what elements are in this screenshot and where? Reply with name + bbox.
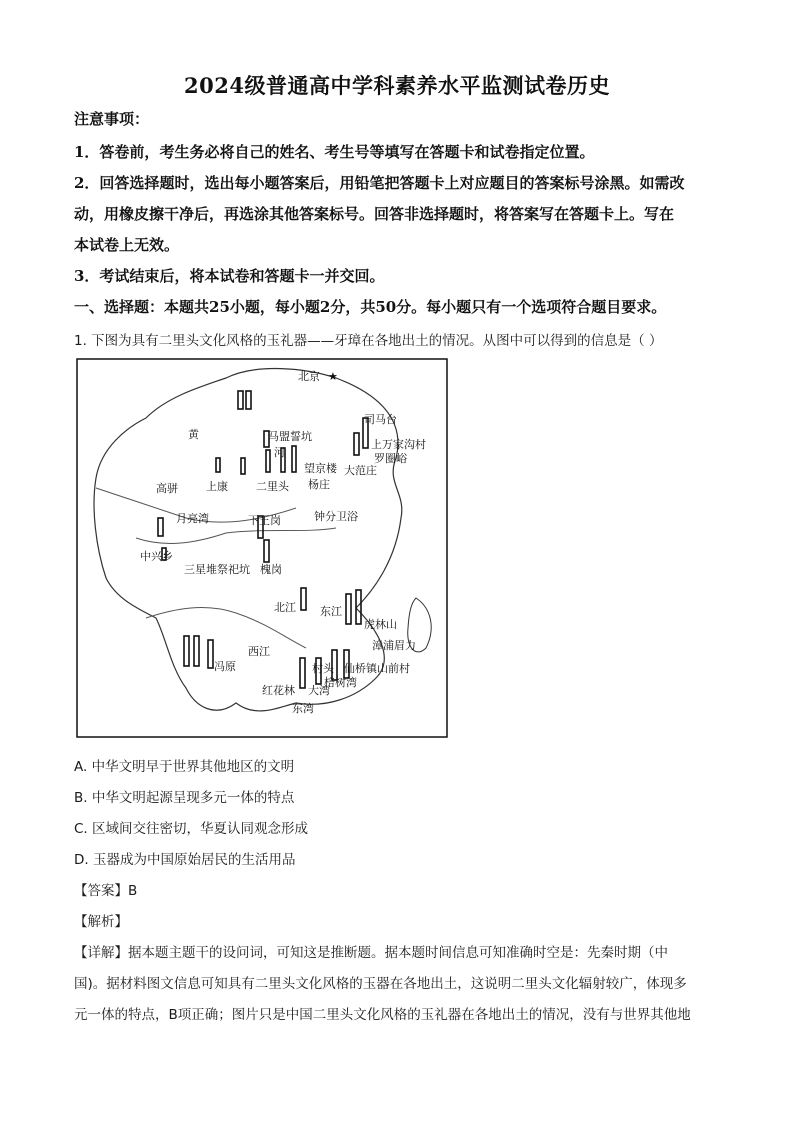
map-label: 下王岗 <box>248 514 281 527</box>
notice-item-3: 3．考试结束后，将本试卷和答题卡一并交回。 <box>74 267 385 285</box>
map-label: 东湾 <box>292 702 314 715</box>
question-1-stem: 1. 下图为具有二里头文化风格的玉礼器——牙璋在各地出土的情况。从图中可以得到的信息是（ ） <box>74 333 663 349</box>
map-label: 红花林 <box>262 684 295 697</box>
notice-item-2-line-1: 2．回答选择题时，选出每小题答案后，用铅笔把答题卡上对应题目的答案标号涂黑。如需改 <box>74 174 685 192</box>
map-label: 棓树湾 <box>324 676 357 689</box>
map-label: 西江 <box>248 645 270 658</box>
map-label: 罗圈峪 <box>374 452 407 465</box>
option-a: A. 中华文明早于世界其他地区的文明 <box>74 759 295 775</box>
map-label: 河 <box>274 446 285 459</box>
answer-label: 【答案】B <box>74 883 138 899</box>
notice-heading: 注意事项： <box>74 110 150 128</box>
option-d: D. 玉器成为中国原始居民的生活用品 <box>74 852 296 868</box>
map-label: 大范庄 <box>344 464 377 477</box>
map-label: 东江 <box>320 605 342 618</box>
map-label: 月亮湾 <box>176 512 209 525</box>
detail-line-3: 元一体的特点，B项正确；图片只是中国二里头文化风格的玉礼器在各地出土的情况，没有与世界其他地 <box>74 1007 691 1023</box>
detail-line-2: 国)。据材料图文信息可知具有二里头文化风格的玉器在各地出土，这说明二里头文化辐射较广，体现多 <box>74 976 687 992</box>
notice-item-1: 1．答卷前，考生务必将自己的姓名、考生号等填写在答题卡和试卷指定位置。 <box>74 143 595 161</box>
map-label: 北京 <box>298 370 320 383</box>
map-label: 漳浦眉力 <box>372 639 416 652</box>
map-label: 望京楼 <box>304 462 337 475</box>
detail-line-1: 【详解】据本题主题干的设问词，可知这是推断题。据本题时间信息可知准确时空是：先秦时期（中 <box>74 945 668 961</box>
map-label: 杨庄 <box>308 478 330 491</box>
notice-item-2-line-3: 本试卷上无效。 <box>74 236 180 254</box>
map-label: 钟分卫浴 <box>314 510 358 523</box>
jade-zhang-distribution-map <box>76 358 448 738</box>
option-c: C. 区域间交往密切，华夏认同观念形成 <box>74 821 309 837</box>
map-label: 司马台 <box>364 413 397 426</box>
map-label: 村头 <box>312 662 334 675</box>
map-star: ★ <box>328 370 338 383</box>
analysis-label: 【解析】 <box>74 914 128 930</box>
notice-item-2-line-2: 动，用橡皮擦干净后，再选涂其他答案标号。回答非选择题时，将答案写在答题卡上。写在 <box>74 205 675 223</box>
exam-title: 2024级普通高中学科素养水平监测试卷历史 <box>184 73 610 98</box>
section-heading: 一、选择题：本题共25小题，每小题2分，共50分。每小题只有一个选项符合题目要求。 <box>74 298 667 316</box>
map-label: 高骈 <box>156 482 178 495</box>
map-label: 三星堆祭祀坑 <box>184 563 250 576</box>
map-label: 黄 <box>188 428 199 441</box>
map-label: 北江 <box>274 601 296 614</box>
map-label: 冯原 <box>214 660 236 673</box>
option-b: B. 中华文明起源呈现多元一体的特点 <box>74 790 295 806</box>
map-label: 上万家沟村 <box>371 438 426 451</box>
map-label: 虎林山 <box>364 618 397 631</box>
map-label: 中兴乡 <box>140 550 173 563</box>
map-label: 大湾 <box>308 684 330 697</box>
map-label: 马盟誓坑 <box>268 430 312 443</box>
map-label: 槐岗 <box>260 563 282 576</box>
map-label: 二里头 <box>256 480 289 493</box>
map-label: 仙桥镇山前村 <box>344 662 410 675</box>
map-label: 上康 <box>206 480 228 493</box>
